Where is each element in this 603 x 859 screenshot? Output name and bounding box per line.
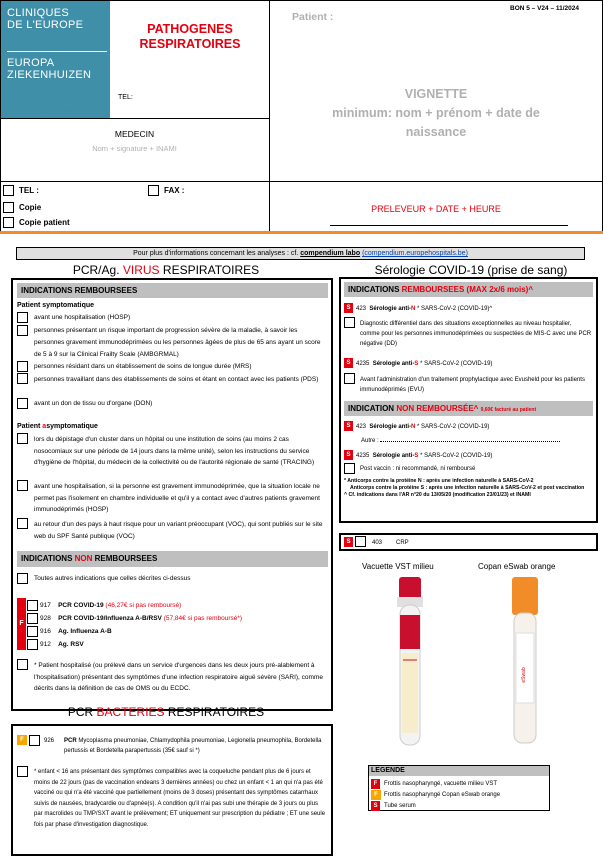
sero-dd-checkbox[interactable] [344, 317, 355, 328]
crp-name: CRP [396, 540, 409, 546]
s-marker-4: S [344, 450, 353, 460]
pcr-bact-title: PCR BACTERIES RESPIRATOIRES [67, 705, 265, 719]
symp-title: Patient symptomatique [17, 302, 95, 309]
serologie-title: Sérologie COVID-19 (prise de sang) [374, 263, 568, 277]
sero-evu-checkbox[interactable] [344, 373, 355, 384]
vignette-line3: naissance [405, 125, 467, 139]
vignette-line1: VIGNETTE [404, 87, 468, 101]
eswab-label: Copan eSwab orange [478, 562, 556, 571]
legende-marker-vst: F [371, 779, 380, 789]
legende-title: LEGENDE [369, 766, 549, 776]
bact-926-desc: PCR Mycoplasma pneumoniae, Chlamydophila pneumoniae, Legionella pneumophila, Bordetella pertussis et Bordetella parapertussis (35€ sauf si *) [64, 738, 322, 754]
compendium-label: compendium labo [300, 250, 361, 257]
sero-test4: 4235 Sérologie anti-S * SARS-CoV-2 (COVID-19) [356, 453, 493, 459]
vst-tube-icon [385, 575, 435, 755]
nonremb-header: INDICATIONS NON REMBOURSEES [17, 551, 328, 567]
sari-checkbox[interactable] [17, 659, 28, 670]
symp-checkbox-pds[interactable] [17, 373, 28, 384]
crp-checkbox[interactable] [355, 536, 366, 547]
copie-label: Copie [19, 203, 42, 212]
tel-checkbox[interactable] [3, 185, 14, 196]
logo-line2: DE L'EUROPE [7, 19, 84, 31]
symp-checkbox-ambgrmal[interactable] [17, 325, 28, 336]
sero-dd-desc: Diagnostic différentiel dans des situations exceptionnelles au niveau hospitalier, comme pour les personnes immunodéprimées ou suspectées de MIS-C avec une PCR négative (DD) [360, 321, 592, 347]
asymp-title: Patient asymptomatique [17, 423, 98, 430]
test-row-916: 916 Ag. Influenza A-B [40, 628, 112, 635]
sero-foot1: * Anticorps contre la protéine N : après une infection naturelle à SARS-CoV-2 [344, 478, 534, 484]
symp-checkbox-mrs[interactable] [17, 361, 28, 372]
vignette-line2: minimum: nom + prénom + date de [332, 106, 540, 120]
compendium-link[interactable]: (compendium.europehospitals.be) [362, 250, 468, 257]
logo-tagline: advanced care · personal touch [4, 108, 75, 114]
crp-code: 403 [372, 540, 383, 546]
legende-item-vst: Frottis nasopharyngé, vacuette milieu VST [384, 781, 498, 787]
bact-f-marker: F [17, 735, 27, 745]
test-row-917: 917 PCR COVID-19 (46,27€ si pas remboursé) [40, 602, 182, 609]
post-vaccin: Post vaccin : ni recommandé, ni remboursé [360, 466, 476, 472]
sero-remb-header: INDICATIONS REMBOURSEES (MAX 2x/6 mois)^ [344, 282, 593, 297]
copie-patient-label: Copie patient [19, 218, 70, 227]
test-checkbox-912[interactable] [27, 639, 38, 650]
crp-s-marker: S [344, 537, 353, 547]
test-checkbox-916[interactable] [27, 626, 38, 637]
bon-ref: BON 5 – V24 – 11/2024 [510, 5, 580, 12]
sero-test2: 4235 Sérologie anti-S * SARS-CoV-2 (COVID-19) [356, 361, 493, 367]
bact-926-code: 926 [44, 738, 55, 744]
nonremb-checkbox[interactable] [17, 573, 28, 584]
s-marker-2: S [344, 358, 353, 368]
title-line2: RESPIRATOIRES [139, 37, 241, 51]
title-line1: PATHOGENES [147, 22, 233, 36]
asymp-checkbox-voc[interactable] [17, 518, 28, 529]
legende-marker-eswab: F [371, 790, 381, 800]
asymp-checkbox-tracing[interactable] [17, 433, 28, 444]
header-separator [0, 231, 603, 234]
legende-marker-serum: S [371, 801, 380, 811]
symp-checkbox-don[interactable] [17, 398, 28, 409]
fax-checkbox[interactable] [148, 185, 159, 196]
test-row-912: 912 Ag. RSV [40, 641, 84, 648]
asymp-item-hosp: avant une hospitalisation, si la personne est gravement immunodéprimée, que la situation locale ne permet pas l'isolement en chambre individuelle et qu'il y a contact avec d'autres patients gravement immunodéprimés (HOSP) [34, 483, 320, 513]
logo-line4: ZIEKENHUIZEN [7, 69, 92, 81]
legende-item-serum: Tube serum [384, 803, 416, 809]
sero-foot2: Anticorps contre la protéine S : après une infection naturelle à SARS-CoV-2 et post vaccination [350, 485, 585, 491]
logo-line3: EUROPA [7, 57, 55, 69]
tel2-label: TEL : [19, 186, 39, 195]
legende-item-eswab: Frottis nasopharyngé Copan eSwab orange [384, 792, 501, 798]
s-marker-3: S [344, 421, 353, 431]
patient-label: Patient : [292, 11, 334, 23]
f-label: F [17, 598, 26, 650]
eswab-tube-icon [500, 575, 550, 755]
bact-child-checkbox[interactable] [17, 766, 28, 777]
pcr-virus-title: PCR/Ag. VIRUS RESPIRATOIRES [72, 263, 260, 277]
copie-patient-checkbox[interactable] [3, 217, 14, 228]
symp-item-pds: personnes travaillant dans des établissements de soins et étant en contact avec les patients (PDS) [34, 376, 319, 383]
sero-foot3: ^ Cf. indications dans l'AR n°20 du 13/05/20 (modification 23/01/23) et INAMI [344, 492, 531, 498]
bact-child-note: * enfant < 16 ans présentant des symptômes compatibles avec la coqueluche pendant plus de 6 jours et moins de 22 jours (pas de vaccination endeans 3 dernières années) ou chez un enfant < 1 an qui n'a pas été vacciné ou qui n'a été vacciné que partiellement (moins de 3 doses) présentant des symptômes catarrhaux suivis de nausées, bradycardie ou d'apnée(s). A condition qu'il n'ai pas subi une thérapie de 3 jours ou plus par macrolides ou TMP/SXT avant le prélèvement; ET uniquement sur prescription du pédiatre ; ET une seule fois par phase d'investigation diagnostique. [34, 769, 326, 828]
fax-label: FAX : [164, 186, 185, 195]
sero-test3: 423 Sérologie anti-N * SARS-CoV-2 (COVID-19) [356, 424, 490, 430]
logo [1, 1, 110, 118]
post-vaccin-checkbox[interactable] [344, 463, 355, 474]
test-checkbox-928[interactable] [27, 613, 38, 624]
info-text: Pour plus d'informations concernant les analyses : cf. [133, 250, 299, 257]
symp-checkbox-hosp[interactable] [17, 312, 28, 323]
logo-line1: CLINIQUES [7, 7, 69, 19]
info-bar [16, 247, 585, 260]
medecin-label: MEDECIN [114, 129, 155, 139]
nonremb-item: Toutes autres indications que celles décrites ci-dessus [34, 575, 191, 582]
symp-item-hosp: avant une hospitalisation (HOSP) [34, 314, 131, 321]
bact-926-checkbox[interactable] [29, 735, 40, 746]
sero-nonremb-header: INDICATION NON REMBOURSÉE^ 9,60€ facturé au patient [344, 401, 593, 416]
vst-label: Vacuette VST milieu [362, 562, 434, 571]
symp-item-ambgrmal: personnes présentant un risque important de progression sévère de la maladie, à savoir les personnes gravement immunodéprimées ou les personnes âgées de plus de 65 ans ayant un score de 5 à 9 sur la Clinical Frailty Scale (AMBGRMAL) [34, 327, 321, 358]
medecin-sub: Nom + signature + INAMI [92, 144, 177, 153]
autre-label: Autre : [361, 437, 591, 445]
symp-item-mrs: personnes résidant dans un établissement de soins de longue durée (MRS) [34, 363, 252, 370]
test-row-928: 928 PCR COVID-19/Influenza A-B/RSV (57,84€ si pas remboursé*) [40, 615, 243, 622]
test-checkbox-917[interactable] [27, 600, 38, 611]
asymp-checkbox-hosp[interactable] [17, 480, 28, 491]
copie-checkbox[interactable] [3, 202, 14, 213]
asymp-item-voc: au retour d'un des pays à haut risque pour un variant préoccupant (VOC), qui sont publiés sur le site web du SPF Santé publique (VOC) [34, 521, 323, 540]
sero-test1: 423 Sérologie anti-N * SARS-CoV-2 (COVID-19)^ [356, 306, 493, 312]
remb-header: INDICATIONS REMBOURSEES [17, 283, 328, 298]
asymp-item-tracing: lors du dépistage d'un cluster dans un hôpital ou une institution de soins (au moins 2 cas nosocomiaux sur une période de 14 jours dans la même unité), selon les instructions du service d'hygiène de l'hôpital, du médecin de la collectivité ou de l'autorité régionale de santé (TRACING) [34, 436, 315, 466]
symp-item-don: avant un don de tissu ou d'organe (DON) [34, 400, 153, 407]
svg-text:eSwab: eSwab [521, 667, 527, 683]
preleveur-label: PRELEVEUR + DATE + HEURE [371, 204, 501, 214]
sero-evu-desc: Avant l'administration d'un traitement prophylactique avec Evusheld pour les patients immunodéprimés (EVU) [360, 377, 585, 393]
tel-label: TEL: [118, 94, 133, 101]
sari-note: * Patient hospitalisé (ou prélevé dans un service d'urgences dans les deux jours pré-alablement à l'hospitalisation) présentant des symptômes d'une infection respiratoire aiguë sévère (SARI), comme décrits dans la définition de cas de OMS ou du ECDC. [34, 662, 323, 692]
s-marker-1: S [344, 303, 353, 313]
